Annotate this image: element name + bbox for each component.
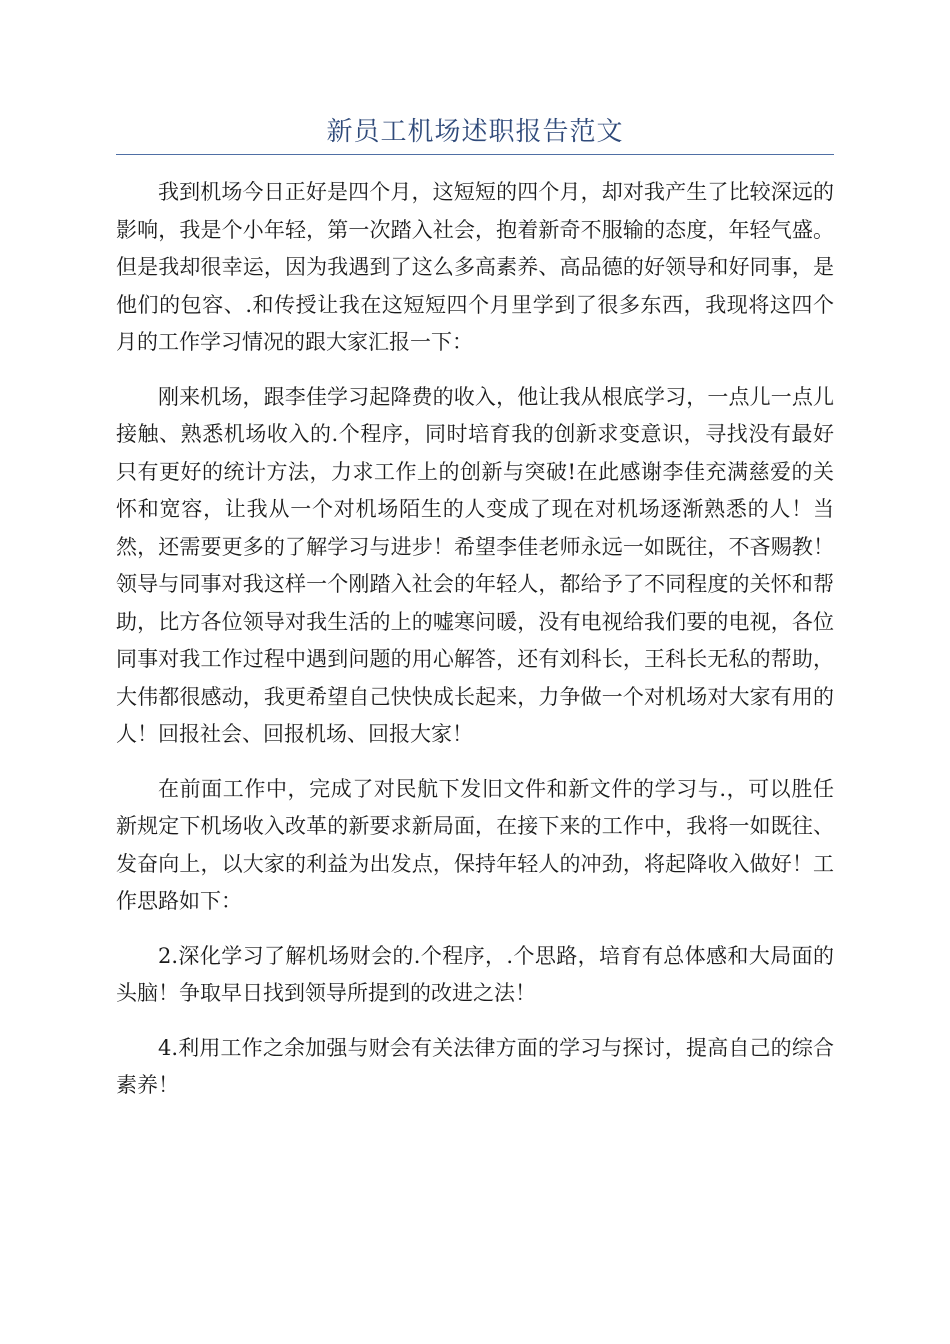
paragraph-work-summary: 在前面工作中，完成了对民航下发旧文件和新文件的学习与.，可以胜任新规定下机场收入改革的新要求新局面，在接下来的工作中，我将一如既往、发奋向上，以大家的利益为出发点，保持年轻人的冲劲，将起降收入做好！工作思路如下： — [116, 776, 834, 913]
paragraph-learning-experience: 刚来机场，跟李佳学习起降费的收入，他让我从根底学习，一点儿一点儿接触、熟悉机场收入的.个程序，同时培育我的创新求变意识，寻找没有最好只有更好的统计方法，力求工作上的创新与突破!在此感谢李佳充满慈爱的关怀和宽容，让我从一个对机场陌生的人变成了现在对机场逐渐熟悉的人！当然，还需要更多的了解学习与进步！希望李佳老师永远一如既往，不吝赐教！领导与同事对我这样一个刚踏入社会的年轻人，都给予了不同程度的关怀和帮助，比方各位领导对我生活的上的嘘寒问暖，没有电视给我们要的电视，各位同事对我工作过程中遇到问题的用心解答，还有刘科长，王科长无私的帮助，大伟都很感动，我更希望自己快快成长起来，力争做一个对机场对大家有用的人！回报社会、回报机场、回报大家！ — [116, 384, 834, 746]
title-underline-divider — [116, 154, 834, 155]
document-body — [116, 174, 834, 1122]
paragraph-plan-item-2: 2.深化学习了解机场财会的.个程序，.个思路，培育有总体感和大局面的头脑！争取早日找到领导所提到的改进之法！ — [116, 943, 834, 1005]
document-title: 新员工机场述职报告范文 — [326, 117, 624, 147]
paragraph-plan-item-4: 4.利用工作之余加强与财会有关法律方面的学习与探讨，提高自己的综合素养！ — [116, 1035, 834, 1097]
paragraph-intro: 我到机场今日正好是四个月，这短短的四个月，却对我产生了比较深远的影响，我是个小年轻，第一次踏入社会，抱着新奇不服输的态度，年轻气盛。但是我却很幸运，因为我遇到了这么多高素养、高品德的好领导和好同事，是他们的包容、.和传授让我在这短短四个月里学到了很多东西，我现将这四个月的工作学习情况的跟大家汇报一下： — [116, 180, 834, 354]
